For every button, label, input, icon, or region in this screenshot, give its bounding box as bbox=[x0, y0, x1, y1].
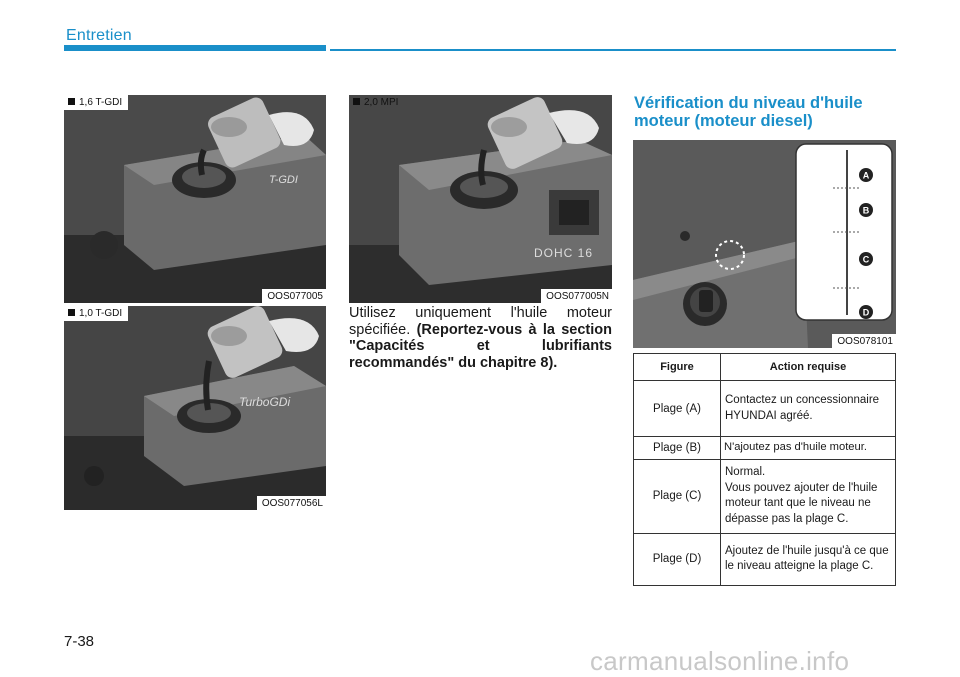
table-cell-figure: Plage (D) bbox=[634, 533, 721, 585]
range-marker-c: C bbox=[862, 254, 870, 265]
square-bullet-icon bbox=[353, 98, 360, 105]
range-marker-d: D bbox=[862, 307, 870, 318]
dipstick-illustration bbox=[633, 140, 896, 348]
section-title: Entretien bbox=[66, 27, 132, 44]
figure-code: OOS077005 bbox=[262, 289, 326, 303]
engine-oil-fill-illustration bbox=[64, 95, 326, 303]
engine-oil-fill-illustration bbox=[349, 95, 612, 303]
square-bullet-icon bbox=[68, 98, 75, 105]
note-reference: (Reportez-vous à la section "Capacités et lubrifiants recommandés" du chapitre 8). bbox=[349, 321, 613, 371]
figure-code: OOS077056L bbox=[257, 496, 326, 510]
figure-dipstick bbox=[633, 140, 896, 348]
figure-code: OOS078101 bbox=[832, 334, 896, 348]
section-heading: Vérification du niveau d'huile moteur (moteur diesel) bbox=[634, 94, 863, 130]
table-row bbox=[634, 533, 896, 585]
page-number: 7-38 bbox=[64, 633, 95, 650]
engine-cover-logo: TurboGDi bbox=[239, 395, 291, 409]
note-text: Utilisez uniquement l'huile moteur spécifiée. bbox=[349, 305, 612, 338]
table-cell-action: Normal. Vous pouvez ajouter de l'huile moteur tant que le niveau ne dépasse pas la plage C. bbox=[721, 459, 896, 533]
watermark: carmanualsonline.info bbox=[590, 646, 850, 676]
table-cell-figure: Plage (A) bbox=[634, 381, 721, 437]
column-header-action: Action requise bbox=[721, 354, 896, 381]
engine-cover-logo: DOHC 16 bbox=[534, 246, 594, 260]
table-header-row bbox=[634, 354, 896, 381]
engine-oil-fill-illustration bbox=[64, 306, 326, 510]
range-marker-b: B bbox=[862, 205, 870, 216]
table-row bbox=[634, 437, 896, 460]
square-bullet-icon bbox=[68, 309, 75, 316]
engine-label-tag: 2,0 MPI bbox=[349, 95, 404, 110]
figure-1-6-tgdi bbox=[64, 95, 326, 303]
table-cell-figure: Plage (C) bbox=[634, 459, 721, 533]
figure-1-0-tgdi bbox=[64, 306, 326, 510]
table-row bbox=[634, 381, 896, 437]
table-cell-figure: Plage (B) bbox=[634, 437, 721, 460]
dipstick-inset bbox=[796, 144, 892, 320]
header-rule-thin bbox=[330, 49, 896, 51]
engine-cover-logo: T-GDI bbox=[269, 174, 298, 186]
engine-label-tag: 1,6 T-GDI bbox=[64, 95, 128, 110]
oil-level-table bbox=[633, 353, 896, 586]
figure-code: OOS077005N bbox=[541, 289, 612, 303]
header-rule-thick bbox=[64, 45, 326, 51]
figure-2-0-mpi bbox=[349, 95, 612, 303]
oil-specification-note bbox=[349, 305, 612, 371]
table-row bbox=[634, 459, 896, 533]
engine-label-tag: 1,0 T-GDI bbox=[64, 306, 128, 321]
table-cell-action: N'ajoutez pas d'huile moteur. bbox=[721, 437, 896, 460]
column-header-figure: Figure bbox=[634, 354, 721, 381]
table-cell-action: Contactez un concessionnaire HYUNDAI agréé. bbox=[721, 381, 896, 437]
table-cell-action: Ajoutez de l'huile jusqu'à ce que le niveau atteigne la plage C. bbox=[721, 533, 896, 585]
range-marker-a: A bbox=[862, 170, 870, 181]
